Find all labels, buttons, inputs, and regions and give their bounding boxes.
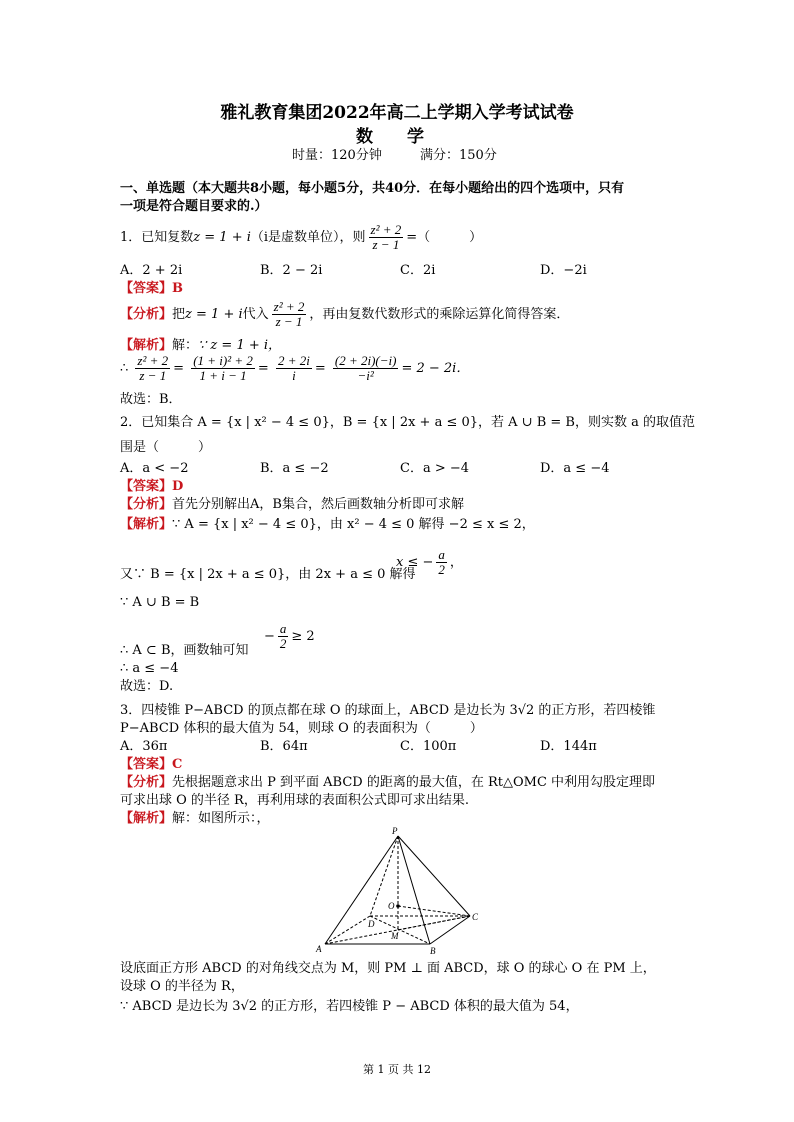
label-a: A (316, 944, 322, 954)
q3-option-d: D．144π (540, 739, 597, 754)
radius-oc (398, 906, 470, 916)
label-b: B (430, 946, 436, 956)
label-d: D (368, 919, 375, 929)
q2-solution-line4: ∴ A ⊂ B，画数轴可知 (120, 643, 249, 658)
q3-option-a: A．36π (120, 739, 168, 754)
q3-stem-line1: 3．四棱锥 P−ABCD 的顶点都在球 O 的球面上，ABCD 是边长为 3√2 的正方形，若四棱锥 (120, 703, 656, 718)
q2-option-b: B．a ≤ −2 (260, 461, 329, 476)
q3-analysis-line1: 【分析】先根据题意求出 P 到平面 ABCD 的距离的最大值，在 Rt△OMC 中利用勾股定理即 (120, 775, 656, 790)
q2-option-d: D．a ≤ −4 (540, 461, 610, 476)
q1-option-d: D．−2i (540, 263, 587, 278)
q2-solution-line4-result: − $\frac{a}{2}$ ≥ 2 (264, 621, 315, 651)
edge-pb (398, 836, 430, 944)
section-heading-line2: 一项是符合题目要求的.） (120, 199, 268, 214)
q3-analysis-line2: 可求出球 O 的半径 R，再利用球的表面积公式即可求出结果. (120, 793, 469, 808)
point-o (396, 904, 400, 908)
q2-answer: 【答案】D (120, 479, 184, 494)
pyramid-figure (310, 826, 490, 958)
edge-pc (398, 836, 470, 916)
q3-body-line3: ∵ ABCD 是边长为 3√2 的正方形，若四棱锥 P − ABCD 体积的最大值为 54， (120, 999, 579, 1014)
q2-option-a: A．a < −2 (120, 461, 189, 476)
label-m: M (391, 931, 399, 941)
score-label: 满分：150分 (420, 148, 497, 163)
q1-solution-line1: 【解析】解：∵ z = 1 + i， (120, 338, 282, 353)
subject-title: 数 学 (356, 127, 438, 147)
q3-option-b: B．64π (260, 739, 308, 754)
q1-stem: 1．已知复数z = 1 + i（i是虚数单位），则 $\frac{\text{z² + 2}}{z - 1}$ =（ ） (120, 222, 483, 252)
q3-body-line1: 设底面正方形 ABCD 的对角线交点为 M，则 PM ⊥ 面 ABCD，球 O 的球心 O 在 PM 上， (120, 961, 656, 976)
q1-option-b: B．2 − 2i (260, 263, 323, 278)
q3-answer: 【答案】C (120, 757, 183, 772)
edge-pa (325, 836, 398, 944)
label-o: O (388, 901, 395, 911)
section-heading-line1: 一、单选题（本大题共8小题，每小题5分，共40分．在每小题给出的四个选项中，只有 (120, 181, 625, 196)
q2-solution-line5: ∴ a ≤ −4 (120, 661, 179, 676)
q3-body-line2: 设球 O 的半径为 R， (120, 979, 244, 994)
q1-fraction: $\frac{\text{z² + 2}}{z - 1}$ (370, 222, 402, 252)
q1-choice: 故选：B． (120, 392, 182, 407)
q2-choice: 故选：D. (120, 679, 174, 694)
q1-option-a: A．2 + 2i (120, 263, 183, 278)
q2-stem-line1: 2．已知集合 A = {x | x² − 4 ≤ 0}，B = {x | 2x + a ≤ 0}，若 A ∪ B = B，则实数 a 的取值范 (120, 415, 695, 430)
page-title: 雅礼教育集团2022年高二上学期入学考试试卷 (220, 103, 574, 123)
q2-solution-line3: ∵ A ∪ B = B (120, 595, 200, 610)
time-label: 时量：120分钟 (292, 148, 382, 163)
page-number: 第 1 页 共 12 (363, 1063, 431, 1076)
q2-solution-line1: 【解析】∵ A = {x | x² − 4 ≤ 0}，由 x² − 4 ≤ 0 解得 −2 ≤ x ≤ 2， (120, 517, 535, 532)
q2-analysis: 【分析】首先分别解出A，B集合，然后画数轴分析即可求解 (120, 497, 464, 512)
q2-solution-line2: 又∵ B = {x | 2x + a ≤ 0}，由 2x + a ≤ 0 解得 (120, 567, 416, 582)
q3-option-c: C．100π (400, 739, 457, 754)
q1-solution-line2: ∴ $\frac{\text{z² + 2}}{z - 1}$ = $\frac{\text{(1 + i)² + 2}}{1 + i - 1}$ = $\frac{2 + 2i}{i}$ = $\frac{(2 + 2i)(-i)}{\text{−i²}}$ = 2 − 2i． (120, 353, 470, 383)
label-c: C (472, 912, 479, 922)
label-p: P (392, 826, 398, 836)
q1-analysis: 【分析】把z = 1 + i代入 $\frac{\text{z² + 2}}{z - 1}$ ，再由复数代数形式的乘除运算化简得答案． (120, 299, 570, 329)
q1-answer: 【答案】B (120, 281, 184, 296)
q2-stem-line2: 围是（ ） (120, 440, 212, 455)
q3-solution-line1: 【解析】解：如图所示：， (120, 811, 270, 826)
q2-solution-line2-result: x ≤ − $\frac{a}{2}$ ， (396, 547, 463, 577)
q3-stem-line2: P−ABCD 体积的最大值为 54，则球 O 的表面积为（ ） (120, 721, 483, 736)
q2-option-c: C．a > −4 (400, 461, 470, 476)
q1-option-c: C．2i (400, 263, 436, 278)
